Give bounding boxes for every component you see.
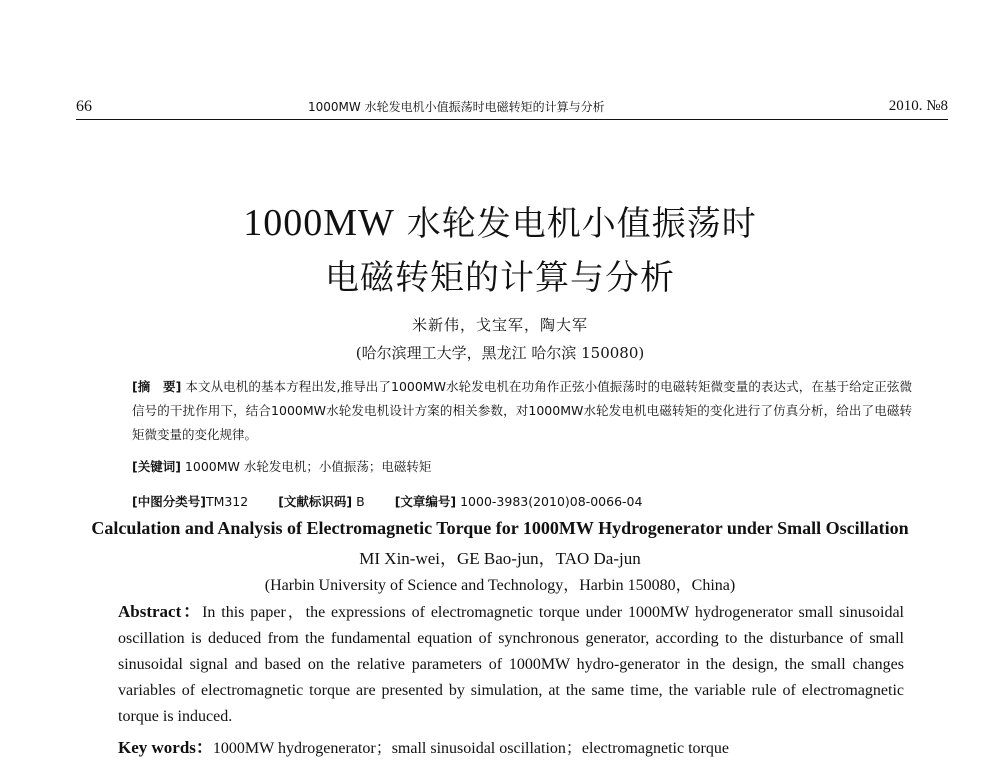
classification-line: [132, 492, 668, 510]
keywords-cn-label: [关键词]: [132, 459, 181, 474]
doc-code-value: B: [352, 494, 365, 509]
keywords-en-label: Key words：: [118, 738, 213, 757]
clc-label: [中图分类号]: [132, 494, 206, 509]
doc-code-label: [文献标识码]: [278, 494, 353, 509]
page-header: [76, 96, 948, 120]
header-rule: [76, 119, 948, 120]
running-title: 1000MW 水轮发电机小值振荡时电磁转矩的计算与分析: [308, 100, 605, 114]
title-cn-text: 水轮发电机小值振荡时: [394, 204, 757, 244]
title-cn-line2: 电磁转矩的计算与分析: [325, 258, 675, 298]
abstract-en-text: In this paper，the expressions of electromagnetic torque under 1000MW hydrogenerator small sinusoidal oscillation is deduced from the fundamental equation of synchronous generator, according to the disturbance of small sinusoidal signal and based on the relative parameters of 1000MW hydro-generator in the design, the small changes variables of electromagnetic torque are presented by simulation, at the same time, the variable rule of electromagnetic torque is induced.: [118, 604, 904, 725]
affiliation-cn: (哈尔滨理工大学，黑龙江 哈尔滨 150080): [355, 344, 645, 362]
keywords-en-text: 1000MW hydrogenerator；small sinusoidal oscillation；electromagnetic torque: [212, 740, 729, 757]
abstract-en-label: Abstract：: [118, 602, 203, 621]
title-cn-line1: [0, 196, 1000, 245]
abstract-cn: [132, 375, 912, 447]
keywords-cn-text: 1000MW 水轮发电机；小值振荡；电磁转矩: [180, 459, 432, 474]
title-en: Calculation and Analysis of Electromagnetic Torque for 1000MW Hydrogenerator under Small Oscillation: [91, 518, 909, 538]
keywords-en: [118, 733, 729, 758]
authors-en: MI Xin-wei，GE Bao-jun，TAO Da-jun: [359, 549, 641, 568]
page-number: 66: [76, 98, 92, 115]
affiliation-en: (Harbin University of Science and Technology，Harbin 150080，China): [264, 577, 736, 594]
abstract-cn-text: 本文从电机的基本方程出发,推导出了1000MW水轮发电机在功角作正弦小值振荡时的电磁转矩微变量的表达式，在基于给定正弦微信号的干扰作用下，结合1000MW水轮发电机设计方案的相关参数，对1000MW水轮发电机电磁转矩的变化进行了仿真分析，给出了电磁转矩微变量的变化规律。: [132, 379, 912, 442]
abstract-cn-label: [摘 要]: [132, 379, 182, 394]
keywords-cn: [132, 457, 431, 475]
issue-number: 2010. №8: [888, 98, 948, 114]
authors-cn: 米新伟，戈宝军，陶大军: [411, 316, 588, 334]
article-number-label: [文章编号]: [394, 494, 457, 509]
title-cn-latin: 1000MW: [243, 202, 395, 244]
article-number-value: 1000-3983(2010)08-0066-04: [456, 494, 643, 509]
clc-value: TM312: [205, 494, 249, 509]
abstract-en: [118, 599, 904, 730]
